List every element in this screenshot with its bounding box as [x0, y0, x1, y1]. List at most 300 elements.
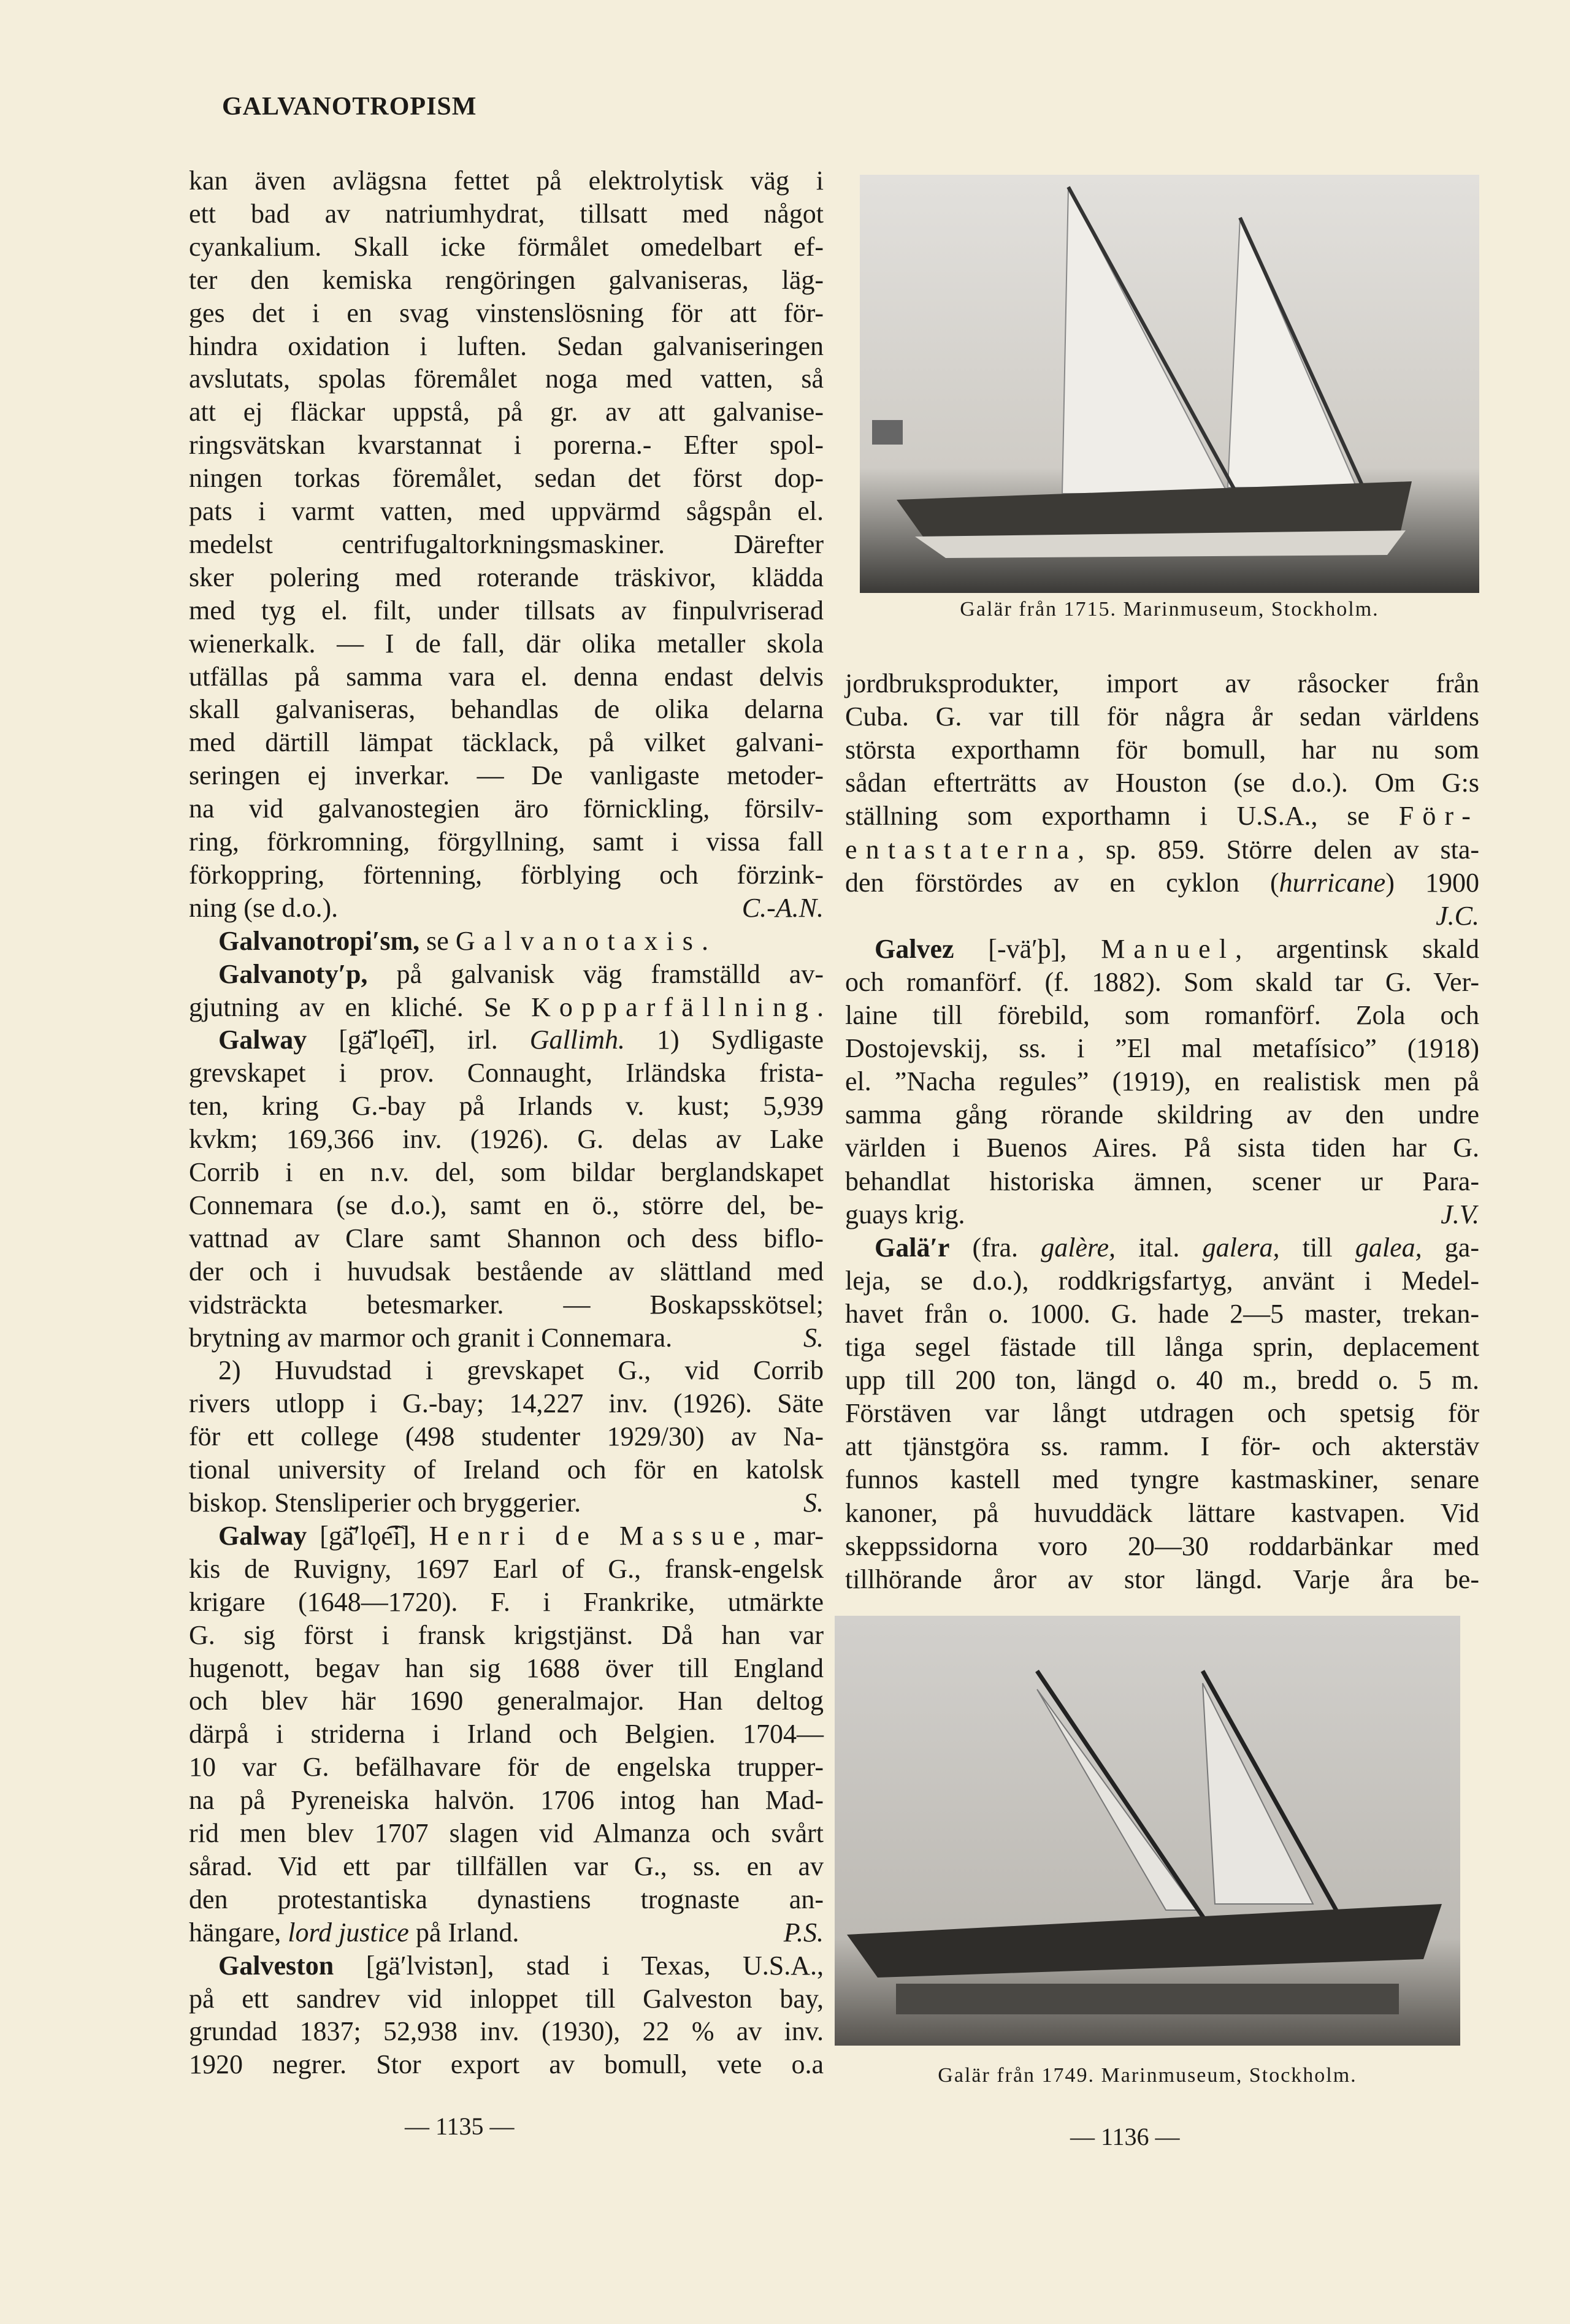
line-text: [189, 1719, 824, 1749]
text-line: [845, 900, 1479, 933]
line-text: [845, 1332, 1479, 1362]
text-line: [845, 766, 1479, 800]
line-text: [189, 1884, 824, 1914]
line-text: [845, 967, 1479, 997]
galley-1715-photo: [860, 175, 1479, 593]
text-line: [845, 700, 1479, 733]
line-text: [218, 1355, 824, 1385]
line-text: [845, 1198, 965, 1231]
line-text: [845, 1431, 1479, 1461]
text-line: [189, 892, 824, 925]
text-run: avslutats, spolas föremålet noga med vatten, så: [189, 364, 824, 394]
line-text: [189, 595, 824, 625]
page-number-left: — 1135 —: [405, 2112, 515, 2140]
spaced-reference: För-: [1398, 801, 1479, 831]
line-text: [189, 1421, 824, 1451]
text-run: na vid galvanostegien äro förnickling, försilv-: [189, 793, 824, 824]
text-line: [189, 1354, 824, 1387]
line-text: [189, 1190, 824, 1220]
text-line: [845, 1231, 1479, 1264]
text-run: att tjänstgöra ss. ramm. I för- och akterstäv: [845, 1431, 1479, 1462]
line-text: [218, 1951, 824, 1981]
entry-headword: Galway: [218, 1025, 307, 1055]
text-run: ning (se d.o.).: [189, 892, 339, 923]
line-text: [189, 1984, 824, 2014]
text-run: ges det i en svag vinstenslösning för att för-: [189, 297, 824, 328]
line-text: [189, 496, 824, 526]
line-text: [189, 1091, 824, 1121]
text-line: [189, 1982, 824, 2016]
author-signature: S.: [803, 1322, 824, 1353]
text-run: Cuba. G. var till för några år sedan världens: [845, 701, 1479, 732]
line-text: [189, 166, 824, 196]
line-text: [189, 760, 824, 790]
text-line: [845, 1497, 1479, 1530]
text-line: [845, 1463, 1479, 1496]
text-run: ter den kemiska rengöringen galvaniseras, läg-: [189, 264, 824, 295]
text-run: hugenott, begav han sig 1688 över till England: [189, 1653, 824, 1683]
text-line: [189, 1718, 824, 1751]
text-line: [189, 561, 824, 594]
text-run: vidsträckta betesmarker. — Boskapsskötsel;: [189, 1289, 824, 1320]
text-run: ital.: [1116, 1232, 1203, 1263]
line-text: [189, 1124, 824, 1154]
text-line: [189, 1751, 824, 1784]
text-run: ningen torkas föremålet, sedan det först dop-: [189, 463, 824, 494]
text-line: [845, 1098, 1479, 1131]
text-run: [-vä′þ],: [954, 933, 1101, 964]
line-text: [845, 835, 1479, 865]
text-run: na på Pyreneiska halvön. 1706 intog han Mad-: [189, 1785, 824, 1816]
galley-ship-illustration: [860, 175, 1479, 593]
line-text: [845, 668, 1479, 698]
text-run: brytning av marmor och granit i Connemara.: [189, 1322, 673, 1353]
text-run: upp till 200 ton, längd o. 40 m., bredd o. 5 m.: [845, 1365, 1479, 1396]
text-run: rivers utlopp i G.-bay; 14,227 inv. (1926). Säte: [189, 1388, 824, 1419]
text-line: [189, 1420, 824, 1453]
entry-headword: Galä′r: [875, 1232, 950, 1263]
text-line: [189, 264, 824, 297]
text-run: sker polering med roterande träskivor, klädda: [189, 562, 824, 592]
line-text: [845, 801, 1479, 831]
author-signature: J.C.: [1436, 900, 1479, 931]
text-run: .: [701, 925, 708, 956]
text-line: [189, 1586, 824, 1619]
text-run: .: [817, 992, 824, 1022]
line-text: [189, 1157, 824, 1187]
text-line: [189, 958, 824, 991]
author-signature: S.: [803, 1488, 824, 1518]
text-run: med därtill lämpat täcklack, på vilket galvani-: [189, 727, 824, 758]
line-text: [845, 1398, 1479, 1428]
text-run: 2) Huvudstad i grevskapet G., vid Corrib: [218, 1355, 824, 1386]
text-run: havet från o. 1000. G. hade 2—5 master, trekan-: [845, 1298, 1479, 1329]
line-text: [875, 934, 1479, 964]
line-text: [845, 1564, 1479, 1594]
text-line: [189, 991, 824, 1024]
line-text: [845, 1099, 1479, 1130]
line-text: [189, 1486, 581, 1519]
text-line: [189, 1090, 824, 1123]
galley-1749-photo: [835, 1616, 1460, 2046]
spaced-reference: entastaterna: [845, 834, 1078, 865]
text-run: [gä′lvistən], stad i Texas, U.S.A.,: [334, 1950, 824, 1981]
line-text: [189, 1851, 824, 1881]
line-text: [189, 1686, 824, 1716]
text-line: [845, 1032, 1479, 1065]
line-text: [189, 892, 338, 925]
line-text: [189, 1818, 824, 1848]
line-text: [189, 1785, 824, 1815]
text-run: med tyg el. filt, under tillsats av finpulvriserad: [189, 595, 824, 625]
line-text: [189, 1752, 824, 1782]
text-line: [189, 1949, 824, 1982]
text-run: hängare,: [189, 1917, 288, 1947]
text-run: laine till förebild, som romanförf. Zola och: [845, 1000, 1479, 1030]
line-text: [189, 562, 824, 592]
line-text: [189, 1058, 824, 1088]
text-run: för ett college (498 studenter 1929/30) av Na-: [189, 1421, 824, 1452]
line-text: [845, 768, 1479, 798]
text-run: , argentinsk skald: [1235, 933, 1479, 964]
line-text: [189, 1256, 824, 1286]
spaced-reference: Kopparfällning: [531, 992, 817, 1022]
text-run: Förstäven var långt utdragen och spetsig för: [845, 1398, 1479, 1429]
entry-headword: Galveston: [218, 1950, 334, 1981]
text-run: kanoner, på huvuddäck lättare kastvapen. Vid: [845, 1497, 1479, 1528]
line-text: [845, 1000, 1479, 1030]
line-text: [189, 793, 824, 824]
line-text: [189, 827, 824, 857]
entry-headword: Galway: [218, 1520, 307, 1551]
text-run: behandlat historiska ämnen, scener ur Para-: [845, 1166, 1479, 1196]
line-text: [845, 701, 1479, 732]
line-text: [189, 1653, 824, 1683]
text-run: skeppssidorna voro 20—30 roddarbänkar med: [845, 1531, 1479, 1561]
text-line: [845, 833, 1479, 866]
text-run: utfällas på samma vara el. denna endast delvis: [189, 661, 824, 692]
text-line: [189, 462, 824, 495]
text-line: [845, 800, 1479, 833]
text-run: tional university of Ireland och för en katolsk: [189, 1454, 824, 1485]
line-text: [189, 2016, 824, 2046]
text-line: [845, 999, 1479, 1032]
text-run: , sp. 859. Större delen av sta-: [1078, 834, 1479, 865]
text-line: [189, 594, 824, 627]
italic-text: galera,: [1202, 1232, 1280, 1263]
line-text: [189, 397, 824, 427]
text-line: [189, 825, 824, 858]
text-run: den protestantiska dynastiens trognaste an-: [189, 1884, 824, 1914]
line-text: [845, 1464, 1479, 1494]
line-text: [189, 364, 824, 394]
text-run: skall galvaniseras, behandlas de olika delarna: [189, 694, 824, 725]
entry-headword: Galvanotropi′sm,: [218, 925, 420, 956]
text-run: på Irland.: [408, 1917, 519, 1947]
text-run: pats i varmt vatten, med uppvärmd sågspån el.: [189, 496, 824, 526]
text-line: [189, 1023, 824, 1057]
text-run: [gä̆′lǫe͡i],: [307, 1520, 429, 1551]
line-text: [189, 430, 824, 460]
text-run: , mar-: [753, 1520, 824, 1551]
text-line: [189, 1123, 824, 1156]
text-run: förkoppring, förtenning, förblying och förzink-: [189, 859, 824, 890]
text-line: [189, 1519, 824, 1553]
running-header: GALVANOTROPISM: [222, 93, 477, 121]
line-text: [189, 2049, 824, 2079]
text-line: [189, 1817, 824, 1850]
text-run: ringsvätskan kvarstannat i porerna.- Efter spol-: [189, 430, 824, 461]
text-line: [845, 1131, 1479, 1164]
text-run: ring, förkromning, förgyllning, samt i vissa fall: [189, 827, 824, 857]
italic-text: galère,: [1041, 1232, 1116, 1263]
text-line: [189, 1486, 824, 1519]
text-line: [845, 1563, 1479, 1596]
author-signature: J.V.: [1441, 1199, 1479, 1229]
figure-caption-bottom: Galär från 1749. Marinmuseum, Stockholm.: [938, 2064, 1357, 2087]
text-line: [845, 1198, 1479, 1231]
line-text: [218, 926, 708, 956]
line-text: [845, 1299, 1479, 1329]
text-run: Dostojevskij, ss. i ”El mal metafísico” (1918): [845, 1033, 1479, 1064]
text-run: rid men blev 1707 slagen vid Almanza och svårt: [189, 1818, 824, 1848]
line-text: [189, 265, 824, 295]
spaced-reference: Manuel: [1101, 933, 1236, 964]
text-run: till: [1279, 1232, 1355, 1263]
line-text: [845, 1266, 1479, 1296]
text-line: [189, 1652, 824, 1685]
text-run: sårad. Vid ett par tillfällen var G., ss. en av: [189, 1851, 824, 1881]
text-line: [189, 1883, 824, 1916]
text-run: ga-: [1422, 1232, 1479, 1263]
text-run: sådan efterträtts av Houston (se d.o.). Om G:s: [845, 768, 1479, 798]
entry-headword: Galvanoty′p,: [218, 958, 368, 989]
text-run: största exporthamn för bomull, har nu som: [845, 735, 1479, 765]
text-line: [189, 1553, 824, 1586]
line-text: [189, 1290, 824, 1320]
line-text: [845, 1498, 1479, 1528]
text-run: jordbruksprodukter, import av råsocker från: [845, 668, 1479, 698]
text-line: [845, 1364, 1479, 1397]
line-text: [189, 727, 824, 757]
author-signature: P.S.: [783, 1917, 824, 1947]
text-line: [189, 164, 824, 197]
text-line: [845, 667, 1479, 700]
text-run: ställning som exporthamn i U.S.A., se: [845, 801, 1399, 831]
line-text: [189, 1916, 519, 1949]
text-line: [189, 1784, 824, 1817]
galley-ship-illustration: [835, 1616, 1460, 2046]
text-line: [189, 726, 824, 759]
author-signature: C.-A.N.: [741, 892, 824, 923]
text-run: och romanförf. (f. 1882). Som skald tar G. Ver-: [845, 966, 1479, 997]
text-line: [845, 1397, 1479, 1430]
line-text: [189, 1388, 824, 1418]
text-run: biskop. Stensliperier och bryggerier.: [189, 1488, 581, 1518]
text-run: tillhörande åror av stor längd. Varje åra be-: [845, 1564, 1479, 1594]
text-run: kis de Ruvigny, 1697 Earl of G., fransk-engelsk: [189, 1553, 824, 1584]
text-run: [gä̆′lǫe͡i], irl.: [307, 1025, 530, 1055]
text-line: [845, 966, 1479, 999]
line-text: [189, 992, 824, 1022]
text-line: [189, 925, 824, 958]
text-line: [189, 1189, 824, 1222]
text-line: [189, 429, 824, 462]
text-run: leja, se d.o.), roddkrigsfartyg, använt i Medel-: [845, 1265, 1479, 1296]
text-run: och blev här 1690 generalmajor. Han deltog: [189, 1686, 824, 1716]
text-run: kan även avlägsna fettet på elektrolytisk väg i: [189, 166, 824, 196]
line-text: [845, 1033, 1479, 1063]
line-text: [845, 1133, 1479, 1163]
line-text: [189, 1454, 824, 1485]
text-line: [189, 627, 824, 660]
text-run: ) 1900: [1385, 867, 1479, 898]
text-line: [845, 1264, 1479, 1298]
line-text: [189, 1554, 824, 1584]
text-line: [189, 1222, 824, 1255]
text-run: att ej fläckar uppstå, på gr. av att galvanise-: [189, 397, 824, 427]
text-line: [189, 330, 824, 363]
line-text: [845, 1531, 1479, 1561]
italic-text: galea,: [1355, 1232, 1422, 1263]
text-line: [845, 1530, 1479, 1563]
line-text: [189, 232, 824, 262]
text-line: [845, 1430, 1479, 1463]
text-line: [189, 759, 824, 792]
line-text: [189, 298, 824, 328]
line-text: [189, 529, 824, 559]
text-run: seringen ej inverkar. — De vanligaste metoder-: [189, 760, 824, 791]
line-text: [189, 331, 824, 361]
line-text: [189, 1223, 824, 1253]
line-text: [189, 1620, 824, 1650]
text-run: der och i huvudsak bestående av slättland med: [189, 1256, 824, 1286]
text-run: wienerkalk. — I de fall, där olika metaller skola: [189, 628, 824, 659]
text-line: [189, 197, 824, 231]
text-run: vattnad av Clare samt Shannon och dess biflo-: [189, 1223, 824, 1253]
line-text: [845, 1365, 1479, 1395]
line-text: [218, 959, 824, 989]
text-line: [189, 1057, 824, 1090]
line-text: [189, 694, 824, 724]
text-line: [189, 693, 824, 726]
text-run: krigare (1648—1720). F. i Frankrike, utmärkte: [189, 1586, 824, 1617]
line-text: [189, 860, 824, 890]
text-line: [189, 1453, 824, 1486]
text-run: därpå i striderna i Irland och Belgien. 1704—: [189, 1719, 824, 1749]
text-run: samma gång rörande skildring av den undre: [845, 1099, 1479, 1130]
line-text: [189, 1321, 672, 1355]
text-run: Connemara (se d.o.), samt en ö., större del, be-: [189, 1190, 824, 1220]
text-run: G. sig först i fransk krigstjänst. Då han var: [189, 1619, 824, 1650]
text-line: [189, 495, 824, 528]
text-run: el. ”Nacha regules” (1919), en realistisk men på: [845, 1066, 1479, 1097]
text-run: tiga segel fästade till långa sprin, deplacement: [845, 1332, 1479, 1362]
text-line: [845, 1165, 1479, 1198]
text-run: Corrib i en n.v. del, som bildar berglandskapet: [189, 1157, 824, 1187]
text-line: [189, 660, 824, 694]
text-line: [845, 1331, 1479, 1364]
line-text: [845, 735, 1479, 765]
text-run: kvkm; 169,366 inv. (1926). G. delas av Lake: [189, 1124, 824, 1155]
text-line: [189, 1684, 824, 1718]
text-run: på galvanisk väg framställd av-: [367, 958, 824, 989]
line-text: [218, 1025, 824, 1055]
text-run: 10 var G. befälhavare för de engelska trupper-: [189, 1752, 824, 1783]
text-line: [189, 2048, 824, 2081]
line-text: [189, 662, 824, 692]
line-text: [189, 463, 824, 493]
text-run: (fra.: [949, 1232, 1041, 1263]
italic-text: hurricane: [1279, 867, 1386, 898]
line-text: [189, 1587, 824, 1617]
text-run: guays krig.: [845, 1199, 965, 1229]
figure-caption-top: Galär från 1715. Marinmuseum, Stockholm.: [960, 598, 1379, 621]
text-line: [189, 231, 824, 264]
line-text: [189, 629, 824, 659]
entry-headword: Galvez: [875, 933, 954, 964]
text-line: [189, 1156, 824, 1189]
italic-text: lord justice: [288, 1917, 409, 1947]
text-line: [189, 396, 824, 429]
text-run: hindra oxidation i luften. Sedan galvaniseringen: [189, 331, 824, 361]
text-line: [189, 858, 824, 892]
text-line: [845, 933, 1479, 966]
line-text: [845, 868, 1479, 898]
text-run: funnos kastell med tyngre kastmaskiner, senare: [845, 1464, 1479, 1495]
page-number-right: — 1136 —: [1070, 2123, 1180, 2150]
text-run: cyankalium. Skall icke förmålet omedelbart ef-: [189, 231, 824, 262]
text-line: [845, 1298, 1479, 1331]
text-run: ett bad av natriumhydrat, tillsatt med något: [189, 198, 824, 229]
text-line: [189, 1321, 824, 1355]
text-run: 1) Sydligaste: [625, 1025, 824, 1055]
spaced-reference: Galvanotaxis: [455, 925, 702, 956]
text-run: grevskapet i prov. Connaught, Irländska frista-: [189, 1058, 824, 1088]
text-line: [189, 297, 824, 330]
text-run: ten, kring G.-bay på Irlands v. kust; 5,939: [189, 1091, 824, 1122]
text-line: [189, 2015, 824, 2048]
line-text: [189, 199, 824, 229]
text-run: se: [419, 925, 456, 956]
text-run: den förstördes av en cyklon (: [845, 867, 1279, 898]
text-line: [189, 1619, 824, 1652]
line-text: [218, 1521, 824, 1551]
text-line: [189, 1916, 824, 1949]
text-run: på ett sandrev vid inloppet till Galveston bay,: [189, 1983, 824, 2014]
text-line: [845, 1065, 1479, 1098]
text-run: medelst centrifugaltorkningsmaskiner. Därefter: [189, 529, 824, 559]
line-text: [845, 1166, 1479, 1196]
text-line: [845, 733, 1479, 766]
text-line: [189, 1288, 824, 1321]
italic-text: Gallimh.: [529, 1025, 626, 1055]
text-line: [189, 1850, 824, 1883]
text-run: 1920 negrer. Stor export av bomull, vete o.a: [189, 2049, 824, 2080]
text-run: gjutning av en kliché. Se: [189, 992, 532, 1022]
text-run: grundad 1837; 52,938 inv. (1930), 22 % av inv.: [189, 2016, 824, 2047]
text-line: [189, 792, 824, 825]
text-line: [189, 1387, 824, 1420]
line-text: [845, 1066, 1479, 1096]
line-text: [875, 1233, 1479, 1263]
text-line: [189, 1255, 824, 1288]
text-line: [189, 528, 824, 561]
text-line: [189, 362, 824, 396]
spaced-reference: Henri de Massue: [429, 1520, 754, 1551]
text-run: världen i Buenos Aires. På sista tiden har G.: [845, 1133, 1479, 1163]
text-line: [845, 866, 1479, 900]
